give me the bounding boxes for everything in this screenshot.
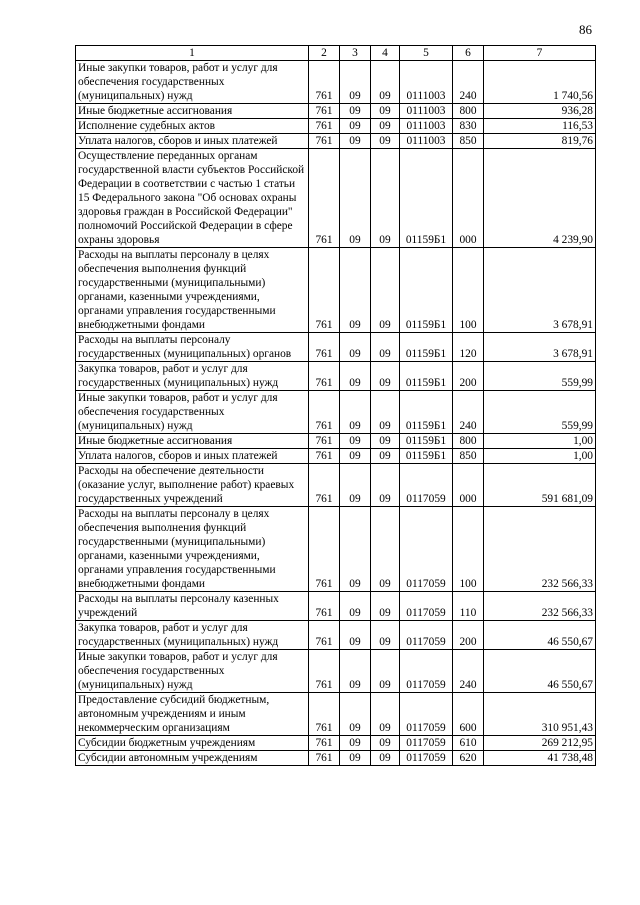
column-header: 4: [371, 46, 400, 61]
table-row: [76, 333, 596, 362]
row-target-cell: 0111003: [400, 104, 453, 119]
row-section-cell: 09: [340, 736, 371, 751]
row-name-cell: Иные бюджетные ассигнования: [76, 434, 309, 449]
row-section-cell: 09: [340, 693, 371, 736]
table-row: [76, 149, 596, 248]
row-subsection-cell: 09: [371, 621, 400, 650]
row-subsection-cell: 09: [371, 464, 400, 507]
row-amount-cell: 310 951,43: [484, 693, 596, 736]
row-amount-cell: 3 678,91: [484, 248, 596, 333]
row-section-cell: 09: [340, 751, 371, 766]
table-row: [76, 736, 596, 751]
row-subsection-cell: 09: [371, 134, 400, 149]
row-amount-cell: 1,00: [484, 434, 596, 449]
row-code-cell: 761: [309, 693, 340, 736]
row-target-cell: 0117059: [400, 650, 453, 693]
row-type-cell: 600: [453, 693, 484, 736]
row-name-cell: Расходы на выплаты персоналу казенных учреждений: [76, 592, 309, 621]
row-target-cell: 0117059: [400, 693, 453, 736]
row-code-cell: 761: [309, 736, 340, 751]
row-type-cell: 200: [453, 362, 484, 391]
row-name-cell: Иные закупки товаров, работ и услуг для обеспечения государственных (муниципальных) нужд: [76, 61, 309, 104]
row-section-cell: 09: [340, 507, 371, 592]
row-type-cell: 620: [453, 751, 484, 766]
row-code-cell: 761: [309, 464, 340, 507]
row-name-cell: Предоставление субсидий бюджетным, автономным учреждениям и иным некоммерческим организациям: [76, 693, 309, 736]
row-name-cell: Расходы на выплаты персоналу государственных (муниципальных) органов: [76, 333, 309, 362]
row-code-cell: 761: [309, 449, 340, 464]
row-type-cell: 830: [453, 119, 484, 134]
row-name-cell: Субсидии бюджетным учреждениям: [76, 736, 309, 751]
row-code-cell: 761: [309, 507, 340, 592]
column-header: 3: [340, 46, 371, 61]
row-code-cell: 761: [309, 61, 340, 104]
row-subsection-cell: 09: [371, 507, 400, 592]
row-type-cell: 100: [453, 248, 484, 333]
row-target-cell: 01159Б1: [400, 362, 453, 391]
row-section-cell: 09: [340, 434, 371, 449]
row-section-cell: 09: [340, 333, 371, 362]
row-target-cell: 0111003: [400, 134, 453, 149]
table-row: [76, 449, 596, 464]
row-section-cell: 09: [340, 650, 371, 693]
row-subsection-cell: 09: [371, 650, 400, 693]
table-row: [76, 391, 596, 434]
table-row: [76, 134, 596, 149]
row-amount-cell: 559,99: [484, 391, 596, 434]
row-target-cell: 0111003: [400, 119, 453, 134]
row-amount-cell: 936,28: [484, 104, 596, 119]
row-code-cell: 761: [309, 119, 340, 134]
row-code-cell: 761: [309, 434, 340, 449]
row-section-cell: 09: [340, 592, 371, 621]
table-row: [76, 104, 596, 119]
table-row: [76, 464, 596, 507]
row-type-cell: 240: [453, 650, 484, 693]
row-code-cell: 761: [309, 149, 340, 248]
row-subsection-cell: 09: [371, 736, 400, 751]
row-amount-cell: 116,53: [484, 119, 596, 134]
row-code-cell: 761: [309, 104, 340, 119]
row-target-cell: 0117059: [400, 736, 453, 751]
row-name-cell: Иные бюджетные ассигнования: [76, 104, 309, 119]
row-amount-cell: 41 738,48: [484, 751, 596, 766]
row-code-cell: 761: [309, 391, 340, 434]
row-section-cell: 09: [340, 61, 371, 104]
row-type-cell: 240: [453, 61, 484, 104]
column-header: 7: [484, 46, 596, 61]
row-code-cell: 761: [309, 592, 340, 621]
row-target-cell: 01159Б1: [400, 391, 453, 434]
row-target-cell: 0111003: [400, 61, 453, 104]
row-name-cell: Иные закупки товаров, работ и услуг для обеспечения государственных (муниципальных) нужд: [76, 391, 309, 434]
row-section-cell: 09: [340, 134, 371, 149]
row-code-cell: 761: [309, 621, 340, 650]
row-subsection-cell: 09: [371, 751, 400, 766]
row-section-cell: 09: [340, 449, 371, 464]
row-subsection-cell: 09: [371, 391, 400, 434]
row-target-cell: 0117059: [400, 592, 453, 621]
table-row: [76, 507, 596, 592]
table-row: [76, 592, 596, 621]
budget-table: [75, 45, 596, 766]
row-name-cell: Иные закупки товаров, работ и услуг для обеспечения государственных (муниципальных) нужд: [76, 650, 309, 693]
row-name-cell: Уплата налогов, сборов и иных платежей: [76, 134, 309, 149]
row-amount-cell: 819,76: [484, 134, 596, 149]
row-subsection-cell: 09: [371, 434, 400, 449]
row-target-cell: 0117059: [400, 464, 453, 507]
row-subsection-cell: 09: [371, 119, 400, 134]
row-amount-cell: 3 678,91: [484, 333, 596, 362]
row-target-cell: 01159Б1: [400, 434, 453, 449]
row-amount-cell: 4 239,90: [484, 149, 596, 248]
row-name-cell: Субсидии автономным учреждениям: [76, 751, 309, 766]
row-subsection-cell: 09: [371, 592, 400, 621]
row-amount-cell: 232 566,33: [484, 592, 596, 621]
table-row: [76, 693, 596, 736]
row-subsection-cell: 09: [371, 362, 400, 391]
row-subsection-cell: 09: [371, 104, 400, 119]
row-name-cell: Закупка товаров, работ и услуг для государственных (муниципальных) нужд: [76, 362, 309, 391]
row-type-cell: 850: [453, 449, 484, 464]
row-code-cell: 761: [309, 248, 340, 333]
row-subsection-cell: 09: [371, 248, 400, 333]
row-type-cell: 850: [453, 134, 484, 149]
row-type-cell: 000: [453, 464, 484, 507]
row-name-cell: Уплата налогов, сборов и иных платежей: [76, 449, 309, 464]
row-code-cell: 761: [309, 134, 340, 149]
row-target-cell: 01159Б1: [400, 248, 453, 333]
table-row: [76, 61, 596, 104]
table-row: [76, 650, 596, 693]
row-target-cell: 01159Б1: [400, 333, 453, 362]
row-name-cell: Осуществление переданных органам государственной власти субъектов Российской Федерации в соответствии с частью 1 статьи 15 Федерального закона "Об основах охраны здоровья граждан в Российской Федерации" полномочий Российской Федерации в сфере охраны здоровья: [76, 149, 309, 248]
row-code-cell: 761: [309, 333, 340, 362]
row-amount-cell: 46 550,67: [484, 621, 596, 650]
row-target-cell: 0117059: [400, 507, 453, 592]
row-amount-cell: 46 550,67: [484, 650, 596, 693]
page-number: 86: [579, 22, 592, 37]
row-type-cell: 240: [453, 391, 484, 434]
row-section-cell: 09: [340, 464, 371, 507]
row-amount-cell: 232 566,33: [484, 507, 596, 592]
column-header: 2: [309, 46, 340, 61]
row-section-cell: 09: [340, 391, 371, 434]
row-amount-cell: 559,99: [484, 362, 596, 391]
table-row: [76, 362, 596, 391]
row-amount-cell: 591 681,09: [484, 464, 596, 507]
row-type-cell: 800: [453, 104, 484, 119]
row-section-cell: 09: [340, 621, 371, 650]
row-section-cell: 09: [340, 248, 371, 333]
header-row: [76, 46, 596, 61]
row-section-cell: 09: [340, 362, 371, 391]
row-name-cell: Расходы на выплаты персоналу в целях обеспечения выполнения функций государственными (муниципальными) органами, казенными учреждениями, органами управления государственными внебюджетными фондами: [76, 248, 309, 333]
row-target-cell: 0117059: [400, 621, 453, 650]
table-row: [76, 751, 596, 766]
row-amount-cell: 1,00: [484, 449, 596, 464]
row-type-cell: 800: [453, 434, 484, 449]
row-amount-cell: 1 740,56: [484, 61, 596, 104]
row-section-cell: 09: [340, 104, 371, 119]
row-target-cell: 0117059: [400, 751, 453, 766]
row-subsection-cell: 09: [371, 149, 400, 248]
row-subsection-cell: 09: [371, 333, 400, 362]
column-header: 5: [400, 46, 453, 61]
row-subsection-cell: 09: [371, 449, 400, 464]
row-target-cell: 01159Б1: [400, 449, 453, 464]
row-name-cell: Исполнение судебных актов: [76, 119, 309, 134]
row-amount-cell: 269 212,95: [484, 736, 596, 751]
row-code-cell: 761: [309, 751, 340, 766]
row-code-cell: 761: [309, 650, 340, 693]
row-type-cell: 610: [453, 736, 484, 751]
table-row: [76, 621, 596, 650]
column-header: 1: [76, 46, 309, 61]
row-name-cell: Расходы на обеспечение деятельности (оказание услуг, выполнение работ) краевых государственных учреждений: [76, 464, 309, 507]
row-name-cell: Закупка товаров, работ и услуг для государственных (муниципальных) нужд: [76, 621, 309, 650]
table-row: [76, 119, 596, 134]
row-section-cell: 09: [340, 119, 371, 134]
row-target-cell: 01159Б1: [400, 149, 453, 248]
table-row: [76, 434, 596, 449]
row-type-cell: 100: [453, 507, 484, 592]
row-type-cell: 000: [453, 149, 484, 248]
row-subsection-cell: 09: [371, 61, 400, 104]
row-subsection-cell: 09: [371, 693, 400, 736]
row-section-cell: 09: [340, 149, 371, 248]
table-row: [76, 248, 596, 333]
column-header: 6: [453, 46, 484, 61]
row-type-cell: 120: [453, 333, 484, 362]
row-name-cell: Расходы на выплаты персоналу в целях обеспечения выполнения функций государственными (муниципальными) органами, казенными учреждениями, органами управления государственными внебюджетными фондами: [76, 507, 309, 592]
row-type-cell: 110: [453, 592, 484, 621]
row-type-cell: 200: [453, 621, 484, 650]
row-code-cell: 761: [309, 362, 340, 391]
